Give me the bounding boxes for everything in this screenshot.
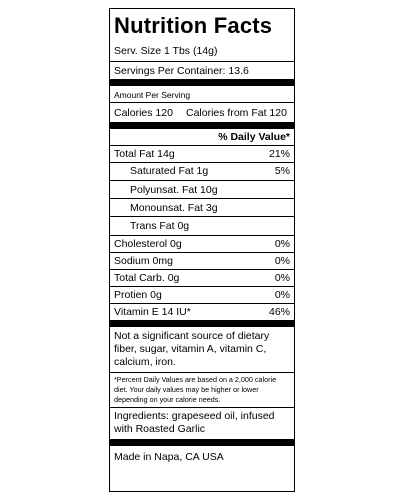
calories: Calories 120 xyxy=(114,107,173,119)
nutrient-row xyxy=(114,289,290,302)
nutrient-name: Polyunsat. Fat 10g xyxy=(130,184,218,196)
not-significant-note: Not a significant source of dietary fiber, sugar, vitamin A, vitamin C, calcium, iron. xyxy=(114,330,270,368)
nutrient-row xyxy=(130,202,290,215)
nutrient-dv: 46% xyxy=(268,306,290,318)
nutrient-dv: 0% xyxy=(274,272,290,284)
nutrient-row xyxy=(130,165,290,178)
nutrient-name: Total Carb. 0g xyxy=(114,272,180,284)
divider xyxy=(110,145,294,146)
divider xyxy=(110,269,294,270)
divider xyxy=(110,216,294,217)
divider-thick xyxy=(110,79,294,86)
nutrient-dv: 21% xyxy=(268,148,290,160)
divider xyxy=(110,235,294,236)
servings-per-container: Servings Per Container: 13.6 xyxy=(114,65,249,77)
divider xyxy=(110,102,294,103)
daily-value-header: % Daily Value* xyxy=(218,131,290,143)
nutrient-name: Vitamin E 14 IU* xyxy=(114,306,191,318)
divider xyxy=(110,286,294,287)
divider-thick xyxy=(110,122,294,129)
nutrient-row xyxy=(114,238,290,251)
nutrient-dv: 5% xyxy=(274,165,290,177)
nutrient-dv: 0% xyxy=(274,255,290,267)
nutrient-name: Protien 0g xyxy=(114,289,162,301)
serving-size: Serv. Size 1 Tbs (14g) xyxy=(114,45,218,57)
divider xyxy=(110,407,294,408)
nutrient-row xyxy=(114,306,290,319)
ingredients: Ingredients: grapeseed oil, infused with Roasted Garlic xyxy=(114,410,275,435)
divider xyxy=(110,372,294,373)
amount-per-serving: Amount Per Serving xyxy=(114,90,191,100)
nutrient-name: Total Fat 14g xyxy=(114,148,175,160)
daily-value-footnote: *Percent Daily Values are based on a 2,000 calorie diet. Your daily values may be higher or lower depending on your calorie needs. xyxy=(114,375,277,404)
nutrient-row xyxy=(130,184,290,197)
nutrient-dv: 0% xyxy=(274,289,290,301)
nutrient-row xyxy=(130,220,290,233)
divider xyxy=(110,61,294,62)
divider-thick xyxy=(110,320,294,327)
divider xyxy=(110,198,294,199)
nutrition-label xyxy=(109,8,295,492)
nutrient-row xyxy=(114,148,290,161)
label-title: Nutrition Facts xyxy=(114,13,273,38)
nutrient-name: Saturated Fat 1g xyxy=(130,165,209,177)
divider xyxy=(110,180,294,181)
nutrient-name: Sodium 0mg xyxy=(114,255,173,267)
divider xyxy=(110,303,294,304)
nutrient-row xyxy=(114,272,290,285)
nutrient-name: Monounsat. Fat 3g xyxy=(130,202,218,214)
divider-thick xyxy=(110,439,294,446)
divider xyxy=(110,162,294,163)
calories-row xyxy=(114,107,290,120)
divider xyxy=(110,252,294,253)
nutrient-name: Cholesterol 0g xyxy=(114,238,182,250)
nutrient-row xyxy=(114,255,290,268)
made-in: Made in Napa, CA USA xyxy=(114,451,224,463)
nutrient-name: Trans Fat 0g xyxy=(130,220,190,232)
nutrient-dv: 0% xyxy=(274,238,290,250)
calories-from-fat: Calories from Fat 120 xyxy=(186,107,287,119)
